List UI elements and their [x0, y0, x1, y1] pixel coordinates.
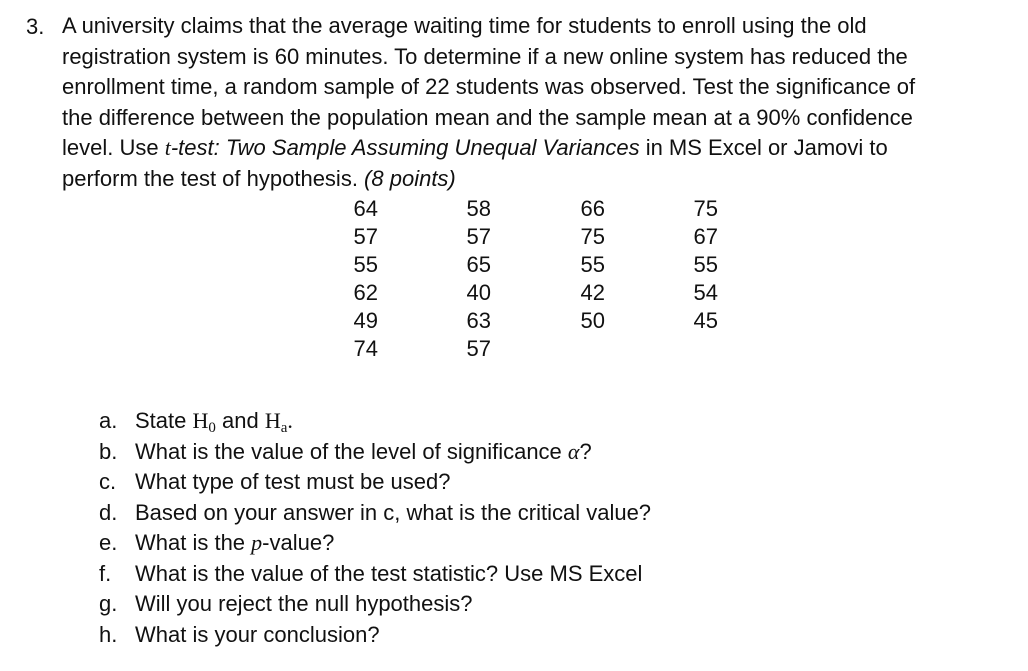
data-cell: 66 — [580, 196, 605, 221]
data-cell: 75 — [693, 196, 718, 221]
part-g — [99, 589, 651, 620]
part-a-pre: State — [135, 408, 193, 433]
sub-questions — [99, 406, 651, 650]
data-cell: 64 — [353, 196, 378, 221]
part-g-text: Will you reject the null hypothesis? — [135, 591, 473, 616]
part-a-mid: and — [215, 408, 265, 433]
part-h — [99, 620, 651, 651]
data-cell: 67 — [693, 224, 718, 249]
data-cell: 57 — [466, 336, 491, 361]
data-cell: 57 — [466, 224, 491, 249]
data-cell: 57 — [353, 224, 378, 249]
data-cell: 74 — [353, 336, 378, 361]
stem-line-1: A university claims that the average waiting time for students to enroll using the old — [62, 13, 867, 38]
data-cell: 62 — [353, 280, 378, 305]
part-letter: e. — [99, 530, 118, 555]
question-stem — [62, 11, 1022, 194]
part-letter: b. — [99, 438, 118, 464]
part-h-text: What is your conclusion? — [135, 621, 380, 647]
part-letter: a. — [99, 408, 118, 433]
part-letter: c. — [99, 469, 117, 494]
points-label: (8 points) — [364, 165, 456, 191]
stem-line-6 — [62, 164, 1022, 195]
part-b-post: ? — [579, 438, 592, 464]
stem-line-5-prefix: level. Use — [62, 135, 165, 160]
part-letter: d. — [99, 499, 118, 525]
part-a — [99, 406, 651, 437]
data-column-2 — [435, 195, 491, 363]
question-number: 3. — [26, 14, 45, 39]
part-d-text: Based on your answer in c, what is the critical value? — [135, 499, 652, 525]
data-cell: 65 — [466, 252, 491, 277]
ha-subscript: a — [280, 420, 288, 436]
data-cell: 63 — [466, 308, 491, 333]
stem-line-3: enrollment time, a random sample of 22 students was observed. Test the significance of — [62, 74, 916, 99]
test-name: -test: Two Sample Assuming Unequal Variances — [170, 135, 640, 160]
data-cell: 55 — [693, 252, 718, 277]
part-c — [99, 467, 651, 498]
data-cell: 40 — [466, 280, 491, 305]
data-column-3 — [549, 195, 605, 335]
data-cell: 45 — [693, 308, 718, 333]
part-f-text: What is the value of the test statistic? Use MS Excel — [135, 560, 643, 586]
part-e-pre: What is the — [135, 530, 252, 555]
data-cell: 55 — [580, 252, 605, 277]
p-symbol: p — [251, 530, 263, 555]
stem-line-5 — [62, 133, 1022, 164]
stem-line-6-text: perform the test of hypothesis. — [62, 165, 365, 191]
part-b — [99, 437, 651, 468]
part-c-text: What type of test must be used? — [135, 469, 451, 494]
ha-symbol: H — [264, 408, 281, 433]
t-symbol: t — [164, 135, 171, 160]
h0-symbol: H — [192, 408, 209, 433]
data-cell: 55 — [353, 252, 378, 277]
part-letter: f. — [99, 560, 112, 586]
part-b-pre: What is the value of the level of significance — [135, 438, 568, 464]
stem-line-4: the difference between the population mean and the sample mean at a 90% confidence — [62, 104, 913, 130]
data-cell: 54 — [693, 280, 718, 305]
part-letter: h. — [99, 621, 118, 647]
part-letter: g. — [99, 591, 118, 616]
data-cell: 75 — [580, 224, 605, 249]
stem-line-2: registration system is 60 minutes. To determine if a new online system has reduced the — [62, 43, 908, 69]
part-a-post: . — [287, 408, 293, 433]
data-cell: 49 — [353, 308, 378, 333]
part-d — [99, 498, 651, 529]
data-column-1 — [322, 195, 378, 363]
h0-subscript: 0 — [208, 420, 216, 436]
data-cell: 58 — [466, 196, 491, 221]
part-e — [99, 528, 651, 559]
part-e-post: -value? — [262, 530, 335, 555]
data-cell: 42 — [580, 280, 605, 305]
alpha-symbol: α — [567, 438, 580, 464]
data-cell: 50 — [580, 308, 605, 333]
stem-line-5-suffix: in MS Excel or Jamovi to — [639, 135, 888, 160]
part-f — [99, 559, 651, 590]
data-column-4 — [662, 195, 718, 335]
